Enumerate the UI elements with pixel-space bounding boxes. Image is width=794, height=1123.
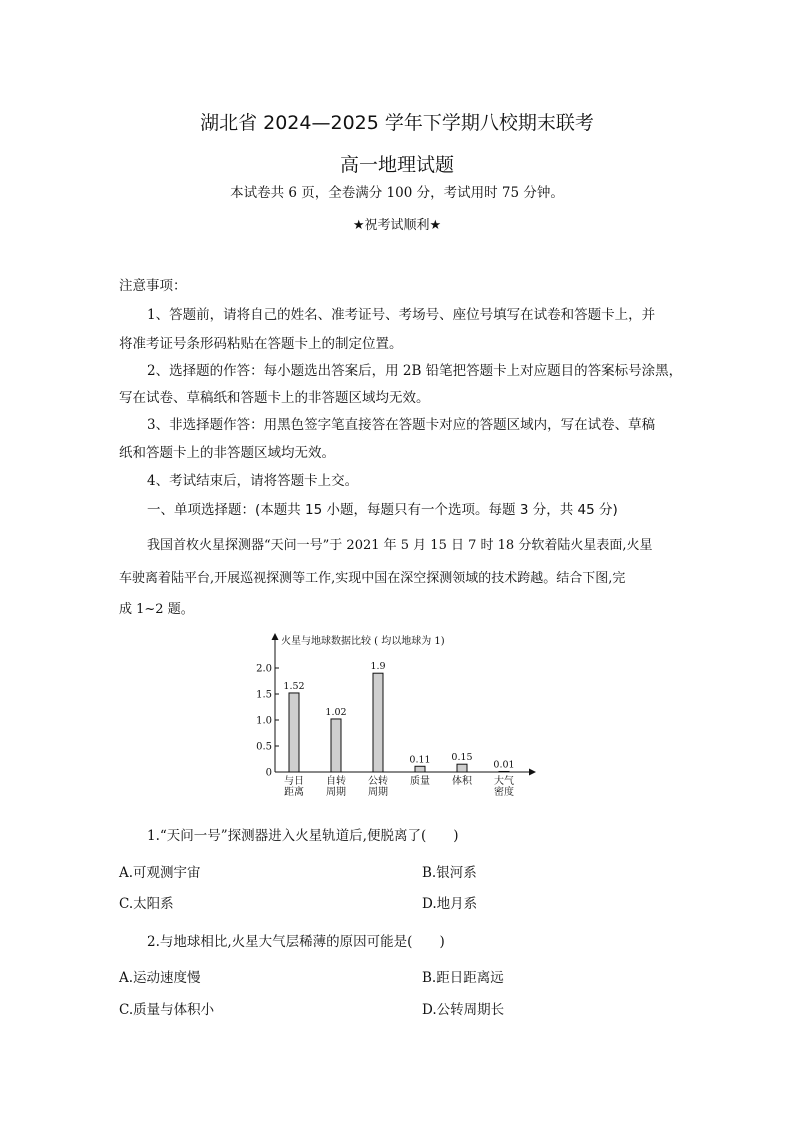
x-tick-label: 周期 (326, 787, 346, 798)
q2-option-d[interactable]: D.公转周期长 (422, 1002, 505, 1018)
y-tick-label: 1.0 (256, 715, 272, 727)
bar-value-label: 1.52 (283, 680, 305, 692)
chart-title: 火星与地球数据比较 ( 均以地球为 1) (281, 636, 445, 647)
bar (415, 766, 425, 772)
notes-heading: 注意事项： (119, 278, 187, 294)
q2-option-c[interactable]: C.质量与体积小 (119, 1002, 215, 1018)
bar-value-label: 1.9 (370, 661, 386, 673)
q1-option-a[interactable]: A.可观测宇宙 (119, 865, 201, 881)
x-tick-label: 自转 (326, 776, 346, 787)
section-rules: (本题共 15 小题，每题只有一个选项。每题 3 分，共 45 分) (255, 502, 618, 518)
bar (289, 693, 299, 772)
bar (373, 673, 383, 772)
mars-earth-comparison-chart (255, 628, 545, 808)
q1-stem: 1.“天问一号”探测器进入火星轨道后,便脱离了( ) (147, 828, 459, 844)
good-luck-text: ★祝考试顺利★ (352, 218, 442, 233)
q2-stem: 2.与地球相比,火星大气层稀薄的原因可能是( ) (147, 934, 445, 950)
note-3-line-1: 3、非选择题作答：用黑色签字笔直接答在答题卡对应的答题区域内，写在试卷、草稿 (147, 417, 656, 433)
x-tick-label: 密度 (494, 787, 514, 798)
note-3-line-2: 纸和答题卡上的非答题区域均无效。 (119, 445, 335, 461)
x-tick-label: 公转 (368, 776, 388, 787)
note-2-line-2: 写在试卷、草稿纸和答题卡上的非答题区域均无效。 (119, 390, 430, 406)
stem-line-2: 车驶离着陆平台,开展巡视探测等工作,实现中国在深空探测领域的技术跨越。结合下图,完 (119, 571, 626, 586)
y-tick-label: 0 (265, 767, 272, 779)
x-tick-label: 周期 (368, 787, 388, 798)
stem-line-3: 成 1~2 题。 (119, 602, 194, 617)
q1-option-d[interactable]: D.地月系 (422, 896, 478, 912)
q1-option-b[interactable]: B.银河系 (422, 865, 477, 881)
bar-value-label: 0.01 (493, 759, 515, 771)
y-tick-label: 2.0 (256, 663, 272, 675)
note-1-line-1: 1、答题前，请将自己的姓名、准考证号、考场号、座位号填写在试卷和答题卡上，并 (147, 307, 656, 323)
stem-line-1: 我国首枚火星探测器“天问一号”于 2021 年 5 月 15 日 7 时 18 分软着陆火星表面,火星 (147, 538, 653, 553)
x-tick-label: 与日 (284, 776, 304, 787)
q2-option-a[interactable]: A.运动速度慢 (119, 970, 201, 986)
section-heading (147, 498, 618, 518)
bar-value-label: 1.02 (325, 706, 347, 718)
y-tick-label: 0.5 (256, 741, 272, 753)
y-tick-label: 1.5 (256, 689, 272, 701)
x-tick-label: 质量 (410, 776, 430, 787)
note-2-line-1: 2、选择题的作答：每小题选出答案后，用 2B 铅笔把答题卡上对应题目的答案标号涂黑， (147, 363, 683, 379)
bar (499, 771, 509, 772)
x-tick-label: 距离 (284, 787, 304, 798)
section-lead: 一、单项选择题： (147, 502, 255, 518)
q1-option-c[interactable]: C.太阳系 (119, 896, 174, 912)
note-1-line-2: 将准考证号条形码粘贴在答题卡上的制定位置。 (119, 336, 403, 352)
subject-title: 高一地理试题 (339, 154, 454, 176)
bar-value-label: 0.11 (409, 754, 431, 766)
note-4: 4、考试结束后，请将答题卡上交。 (147, 473, 359, 489)
q2-option-b[interactable]: B.距日距离远 (422, 970, 504, 986)
exam-info: 本试卷共 6 页，全卷满分 100 分，考试用时 75 分钟。 (230, 185, 564, 201)
bar-value-label: 0.15 (451, 752, 473, 764)
bar (457, 764, 467, 772)
exam-title: 湖北省 2024—2025 学年下学期八校期末联考 (200, 112, 594, 134)
x-tick-label: 大气 (494, 776, 514, 787)
bar (331, 719, 341, 772)
x-tick-label: 体积 (452, 776, 472, 787)
